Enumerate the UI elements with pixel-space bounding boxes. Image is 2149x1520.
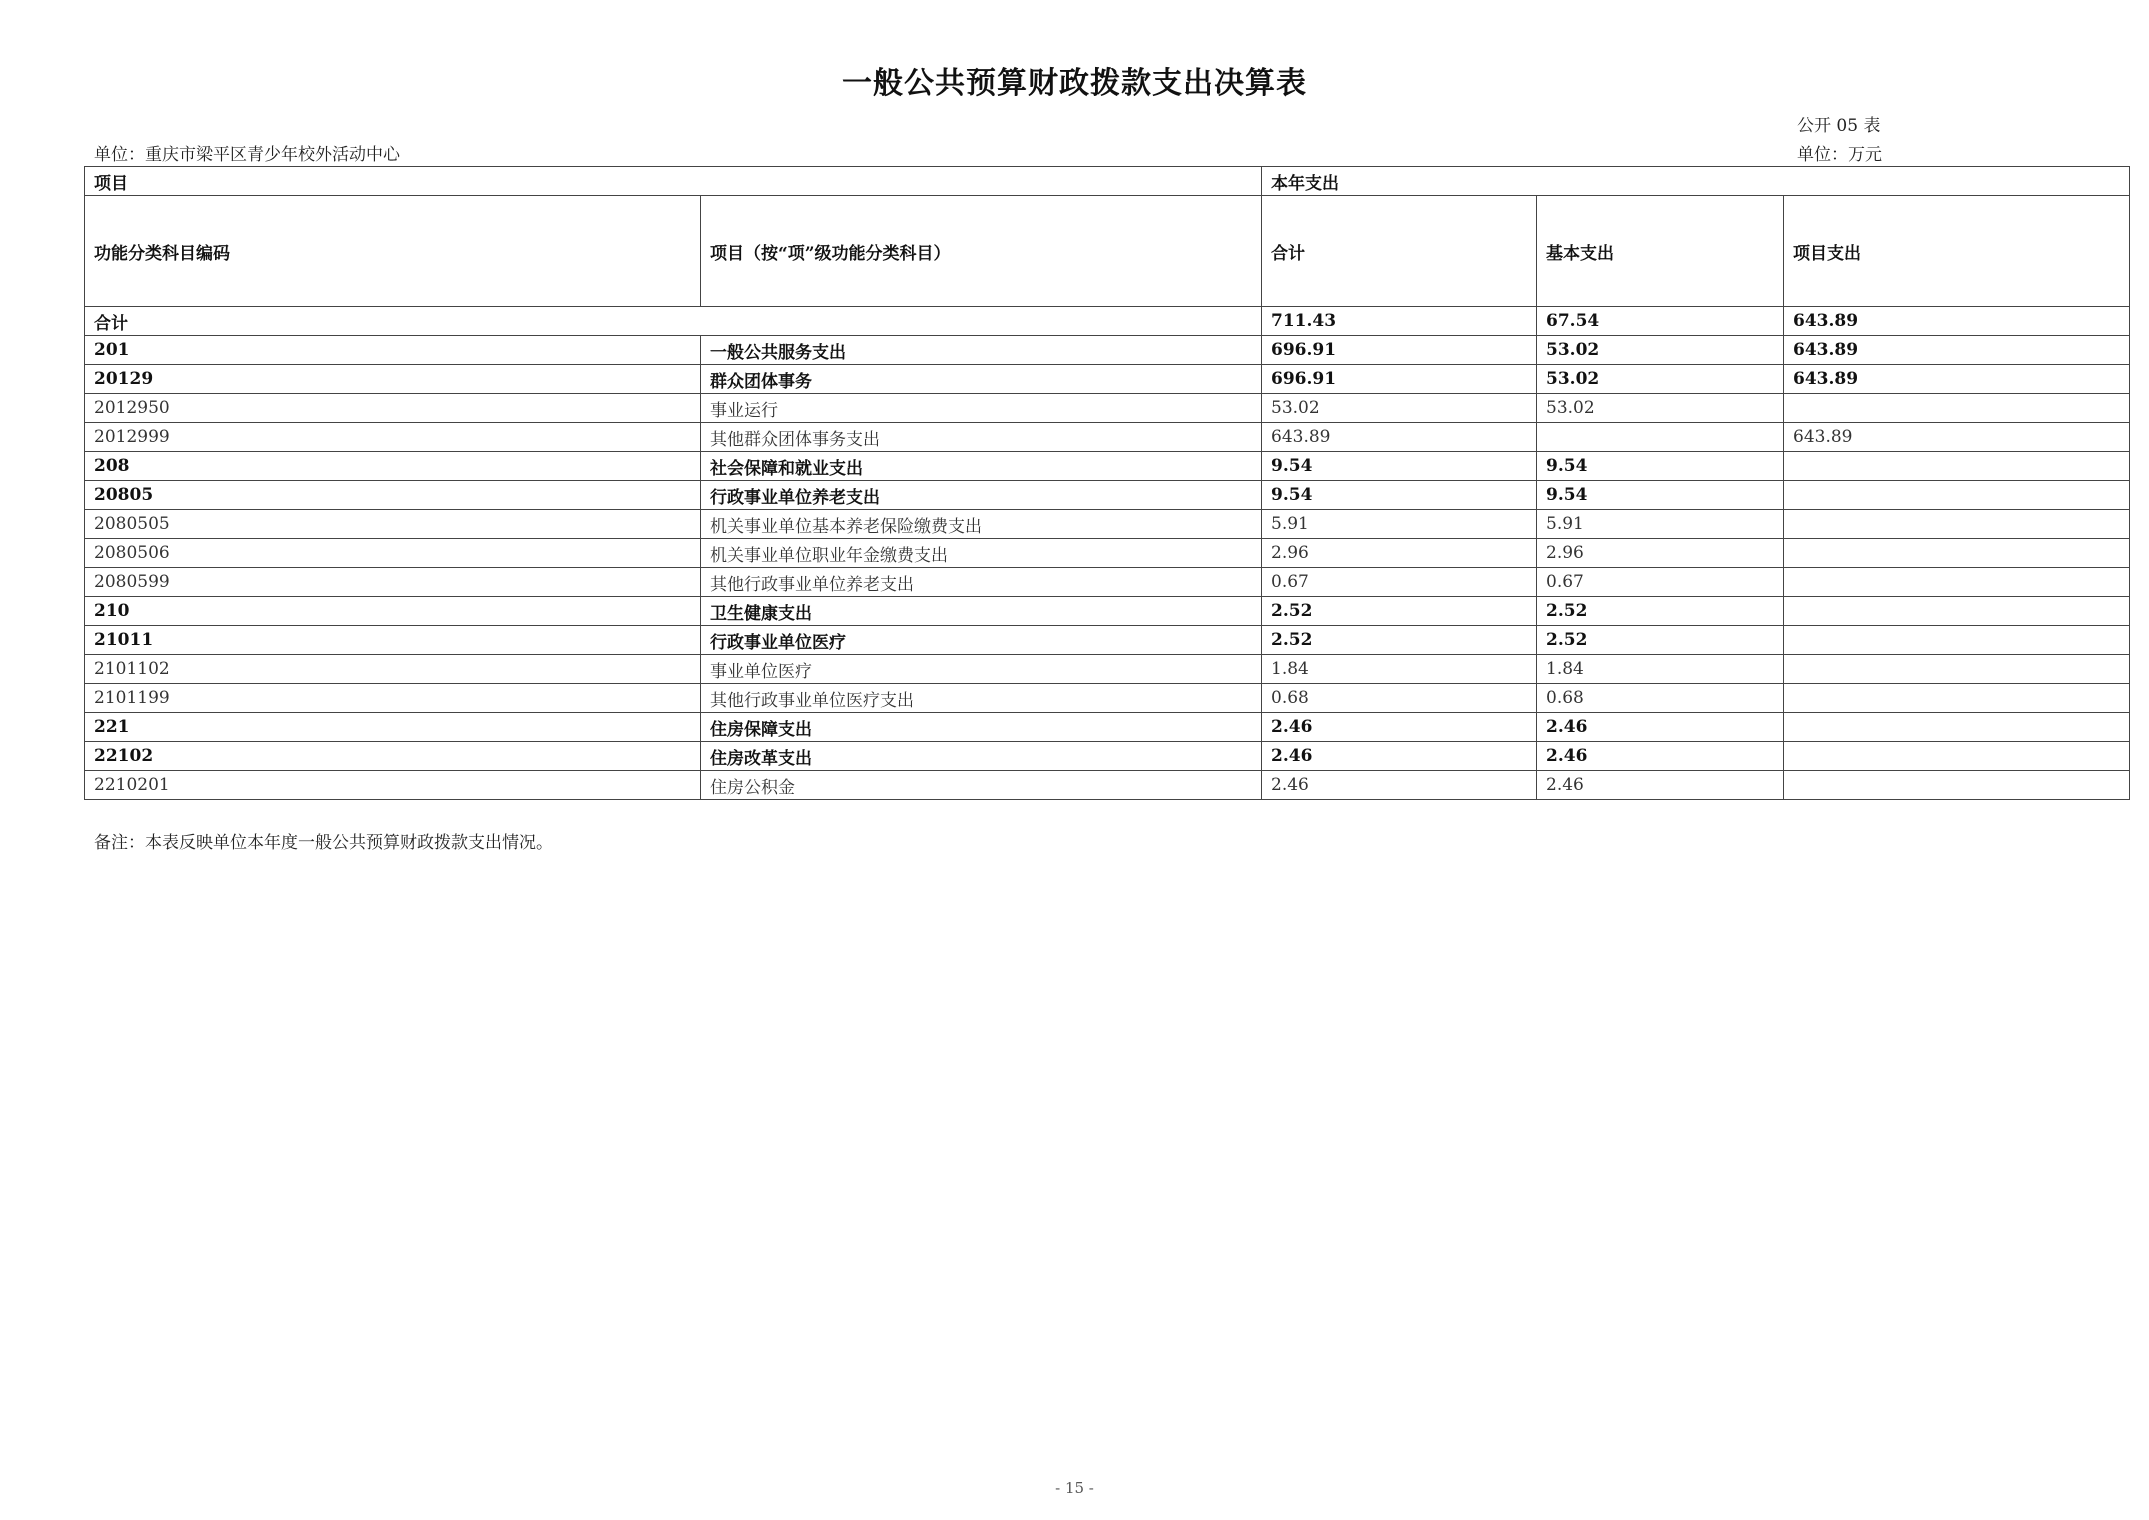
table-row [85,452,2130,481]
cell-total: 696.91 [1262,365,1537,394]
table-row [85,684,2130,713]
cell-total: 2.46 [1262,771,1537,800]
cell-item-name: 住房公积金 [701,771,1262,800]
cell-total: 2.46 [1262,713,1537,742]
table-row [85,394,2130,423]
table-row [85,742,2130,771]
cell-project [1784,655,2130,684]
cell-basic: 53.02 [1537,365,1784,394]
cell-total: 2.52 [1262,597,1537,626]
table-row [85,481,2130,510]
cell-code: 210 [85,597,701,626]
cell-basic: 2.96 [1537,539,1784,568]
cell-total: 0.67 [1262,568,1537,597]
cell-code: 2101102 [85,655,701,684]
cell-item-name: 事业运行 [701,394,1262,423]
cell-item-name: 社会保障和就业支出 [701,452,1262,481]
cell-item-name: 卫生健康支出 [701,597,1262,626]
cell-item-name: 机关事业单位基本养老保险缴费支出 [701,510,1262,539]
cell-code: 2012950 [85,394,701,423]
table-row [85,365,2130,394]
cell-item-name: 其他群众团体事务支出 [701,423,1262,452]
table-row [85,771,2130,800]
cell-basic: 0.67 [1537,568,1784,597]
cell-code: 2012999 [85,423,701,452]
cell-project [1784,771,2130,800]
cell-project [1784,626,2130,655]
total-label: 合计 [85,307,1262,336]
table-row [85,539,2130,568]
cell-item-name: 行政事业单位医疗 [701,626,1262,655]
cell-code: 221 [85,713,701,742]
cell-total: 2.96 [1262,539,1537,568]
footnote: 备注：本表反映单位本年度一般公共预算财政拨款支出情况。 [94,833,553,853]
cell-code: 2210201 [85,771,701,800]
cell-code: 2080599 [85,568,701,597]
cell-total: 2.52 [1262,626,1537,655]
cell-project [1784,597,2130,626]
table-row [85,626,2130,655]
cell-project [1784,568,2130,597]
cell-item-name: 事业单位医疗 [701,655,1262,684]
cell-item-name: 一般公共服务支出 [701,336,1262,365]
table-row [85,423,2130,452]
cell-project: 643.89 [1784,336,2130,365]
table-row [85,655,2130,684]
header-current-year: 本年支出 [1262,167,2130,196]
cell-item-name: 其他行政事业单位医疗支出 [701,684,1262,713]
cell-total: 9.54 [1262,452,1537,481]
cell-basic [1537,423,1784,452]
header-project-expenditure: 项目支出 [1784,196,2130,307]
cell-code: 20805 [85,481,701,510]
expenditure-table [84,166,2130,800]
table-header-row [85,167,2130,196]
cell-code: 2101199 [85,684,701,713]
cell-code: 21011 [85,626,701,655]
cell-item-name: 群众团体事务 [701,365,1262,394]
cell-item-name: 住房保障支出 [701,713,1262,742]
cell-item-name: 其他行政事业单位养老支出 [701,568,1262,597]
document-title: 一般公共预算财政拨款支出决算表 [842,66,1307,101]
table-row [85,597,2130,626]
cell-project [1784,394,2130,423]
currency-unit: 单位：万元 [1797,145,1882,165]
cell-item-name: 住房改革支出 [701,742,1262,771]
cell-basic: 53.02 [1537,336,1784,365]
reporting-unit: 单位：重庆市梁平区青少年校外活动中心 [94,145,400,165]
total-row [85,307,2130,336]
cell-code: 208 [85,452,701,481]
cell-basic: 2.46 [1537,771,1784,800]
form-number: 公开 05 表 [1797,116,1881,136]
cell-total: 0.68 [1262,684,1537,713]
cell-project [1784,713,2130,742]
table-row [85,510,2130,539]
cell-total: 9.54 [1262,481,1537,510]
cell-project [1784,539,2130,568]
cell-item-name: 机关事业单位职业年金缴费支出 [701,539,1262,568]
cell-item-name: 行政事业单位养老支出 [701,481,1262,510]
cell-project [1784,481,2130,510]
cell-project [1784,510,2130,539]
total-amount: 711.43 [1262,307,1537,336]
cell-project: 643.89 [1784,423,2130,452]
cell-total: 5.91 [1262,510,1537,539]
cell-code: 20129 [85,365,701,394]
header-total: 合计 [1262,196,1537,307]
header-item: 项目（按“项”级功能分类科目） [701,196,1262,307]
cell-project [1784,742,2130,771]
cell-basic: 9.54 [1537,452,1784,481]
cell-basic: 0.68 [1537,684,1784,713]
cell-basic: 5.91 [1537,510,1784,539]
cell-code: 22102 [85,742,701,771]
cell-total: 2.46 [1262,742,1537,771]
cell-project [1784,684,2130,713]
cell-basic: 1.84 [1537,655,1784,684]
total-project: 643.89 [1784,307,2130,336]
table-row [85,336,2130,365]
header-basic: 基本支出 [1537,196,1784,307]
cell-basic: 2.52 [1537,597,1784,626]
page-number: - 15 - [1055,1479,1094,1497]
cell-basic: 2.52 [1537,626,1784,655]
table-row [85,713,2130,742]
table-row [85,568,2130,597]
cell-basic: 2.46 [1537,742,1784,771]
cell-basic: 53.02 [1537,394,1784,423]
header-code: 功能分类科目编码 [85,196,701,307]
cell-basic: 2.46 [1537,713,1784,742]
cell-project: 643.89 [1784,365,2130,394]
cell-total: 53.02 [1262,394,1537,423]
cell-total: 1.84 [1262,655,1537,684]
cell-code: 2080506 [85,539,701,568]
cell-code: 201 [85,336,701,365]
cell-basic: 9.54 [1537,481,1784,510]
table-subheader-row [85,196,2130,307]
cell-code: 2080505 [85,510,701,539]
total-basic: 67.54 [1537,307,1784,336]
cell-total: 696.91 [1262,336,1537,365]
cell-total: 643.89 [1262,423,1537,452]
cell-project [1784,452,2130,481]
header-project: 项目 [85,167,1262,196]
